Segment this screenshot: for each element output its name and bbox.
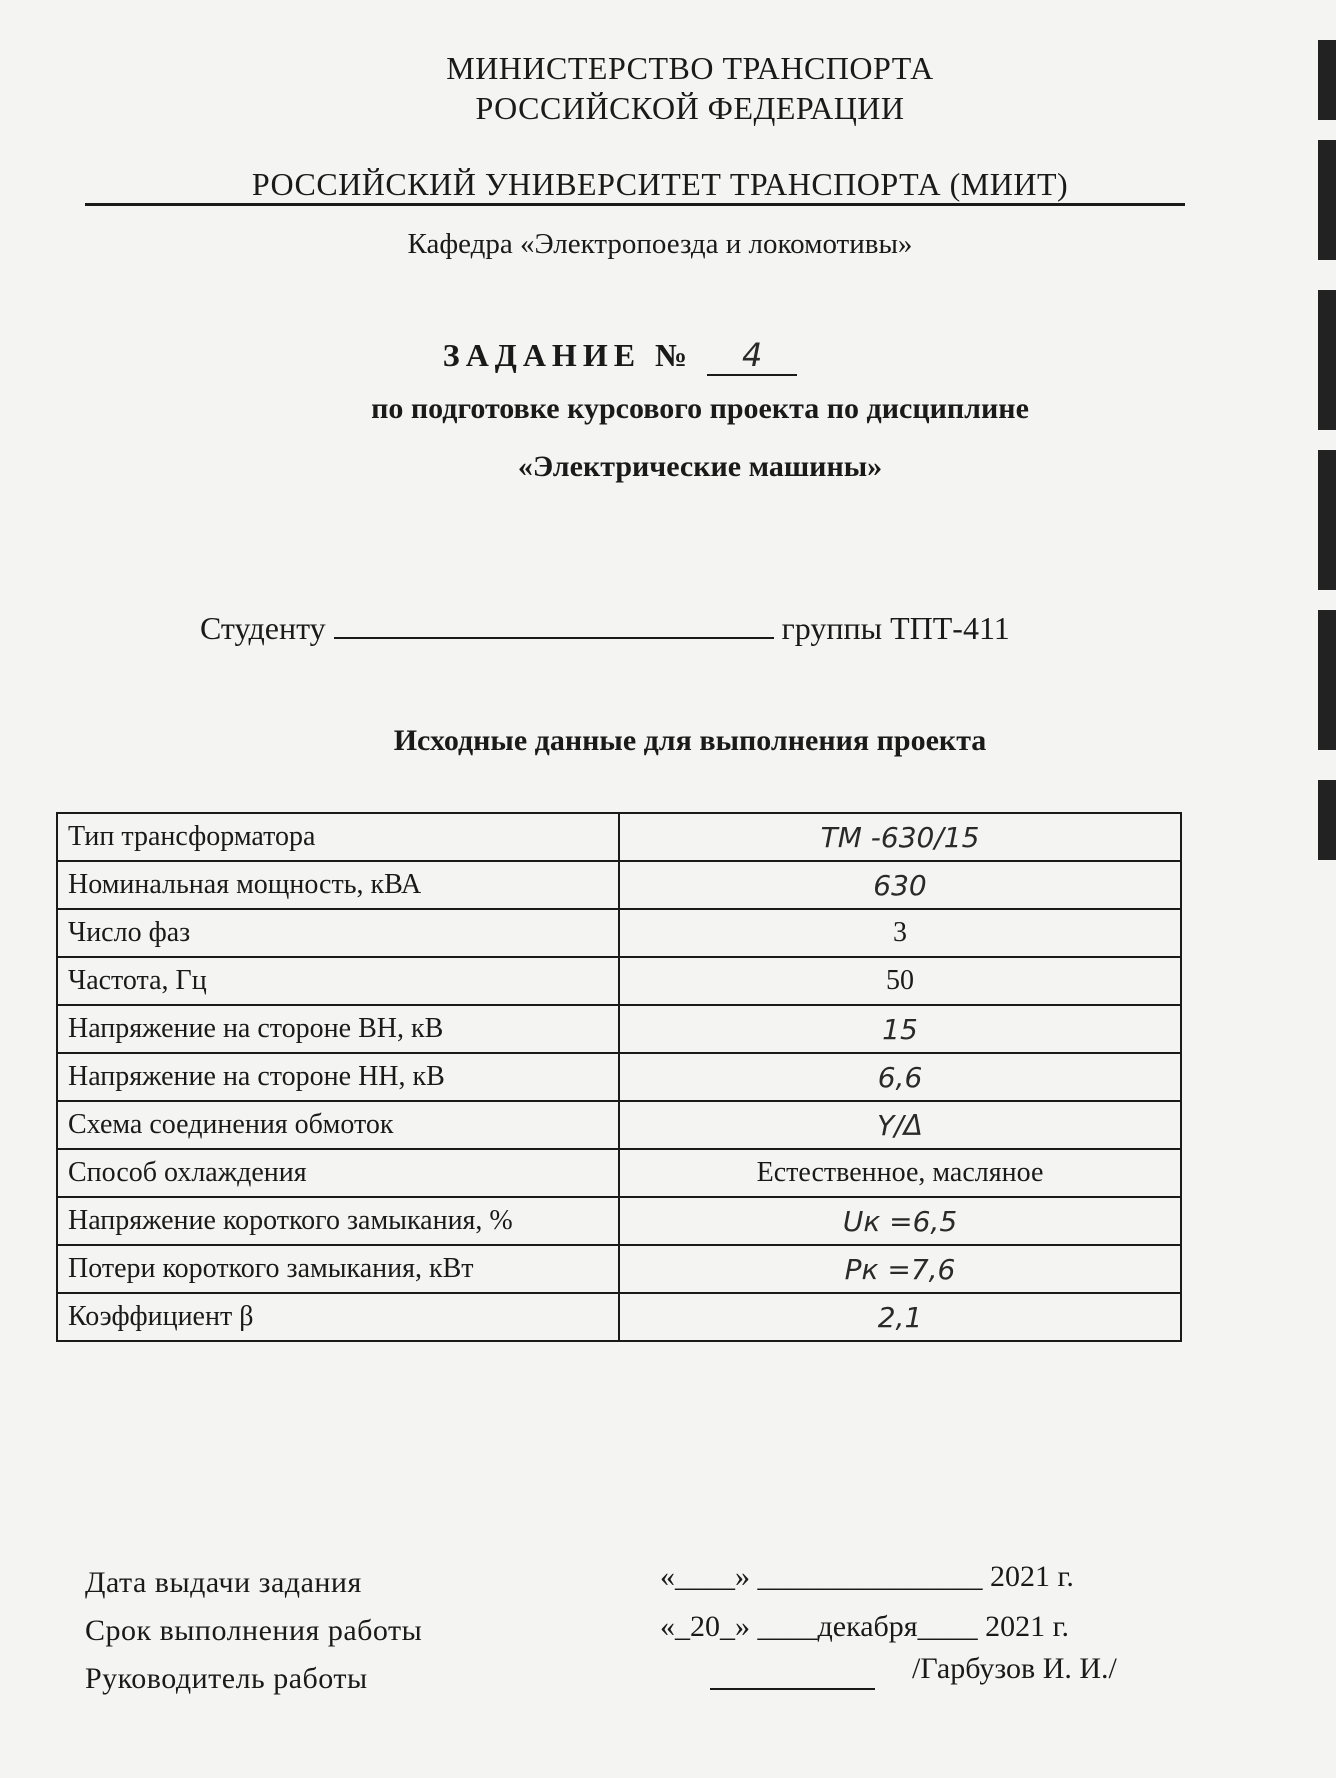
table-row [57,957,1181,1005]
param-cell: Напряжение на стороне ВН, кВ [57,1005,619,1053]
due-date-label: Срок выполнения работы [85,1614,423,1647]
value-cell: Uк =6,5 [619,1197,1181,1245]
ministry-line-1: МИНИСТЕРСТВО ТРАНСПОРТА [446,50,934,86]
param-cell: Частота, Гц [57,957,619,1005]
table-row [57,1197,1181,1245]
issue-date-value: «____» _______________ 2021 г. [660,1560,1074,1593]
discipline-name: «Электрические машины» [517,450,883,483]
table-row [57,861,1181,909]
department-name: Кафедра «Электропоезда и локомотивы» [407,228,913,260]
supervisor-signature-line [710,1688,875,1690]
param-cell: Напряжение короткого замыкания, % [57,1197,619,1245]
value-cell: Y/Δ [619,1101,1181,1149]
param-cell: Напряжение на стороне НН, кВ [57,1053,619,1101]
param-cell: Способ охлаждения [57,1149,619,1197]
student-line [200,610,1010,647]
param-cell: Потери короткого замыкания, кВт [57,1245,619,1293]
table-row [57,1053,1181,1101]
header-divider [85,203,1185,206]
param-cell: Число фаз [57,909,619,957]
scan-edge [1318,140,1336,260]
table-row [57,1005,1181,1053]
table-row [57,909,1181,957]
param-cell: Тип трансформатора [57,813,619,861]
student-group: группы ТПТ-411 [781,610,1010,646]
university-name: РОССИЙСКИЙ УНИВЕРСИТЕТ ТРАНСПОРТА (МИИТ) [251,166,1069,202]
table-row [57,1101,1181,1149]
value-cell: Естественное, масляное [619,1149,1181,1197]
ministry-line-2: РОССИЙСКОЙ ФЕДЕРАЦИИ [475,90,905,126]
scan-edge [1318,290,1336,430]
value-cell: 2,1 [619,1293,1181,1341]
assignment-title [0,336,1240,376]
scan-edge [1318,40,1336,120]
table-row [57,1149,1181,1197]
scan-edge [1318,780,1336,860]
scan-edge [1318,450,1336,590]
assignment-title-text: ЗАДАНИЕ № [442,337,694,373]
value-cell: ТМ -630/15 [619,813,1181,861]
supervisor-name: /Гарбузов И. И./ [912,1652,1117,1685]
parameters-table [56,812,1182,1342]
value-cell: 6,6 [619,1053,1181,1101]
value-cell: 15 [619,1005,1181,1053]
value-cell: 50 [619,957,1181,1005]
student-label: Студенту [200,610,326,646]
value-cell: 630 [619,861,1181,909]
scan-edge [1318,610,1336,750]
param-cell: Схема соединения обмоток [57,1101,619,1149]
table-row [57,813,1181,861]
value-cell: 3 [619,909,1181,957]
param-cell: Номинальная мощность, кВА [57,861,619,909]
data-heading: Исходные данные для выполнения проекта [393,724,987,757]
student-name-field [334,611,774,639]
assignment-number: 4 [707,336,797,376]
table-row [57,1293,1181,1341]
assignment-subtitle: по подготовке курсового проекта по дисциплине [371,392,1029,425]
supervisor-label: Руководитель работы [85,1662,368,1695]
value-cell: Pк =7,6 [619,1245,1181,1293]
param-cell: Коэффициент β [57,1293,619,1341]
issue-date-label: Дата выдачи задания [85,1566,362,1599]
due-date-value: «_20_» ____декабря____ 2021 г. [660,1610,1069,1643]
table-row [57,1245,1181,1293]
